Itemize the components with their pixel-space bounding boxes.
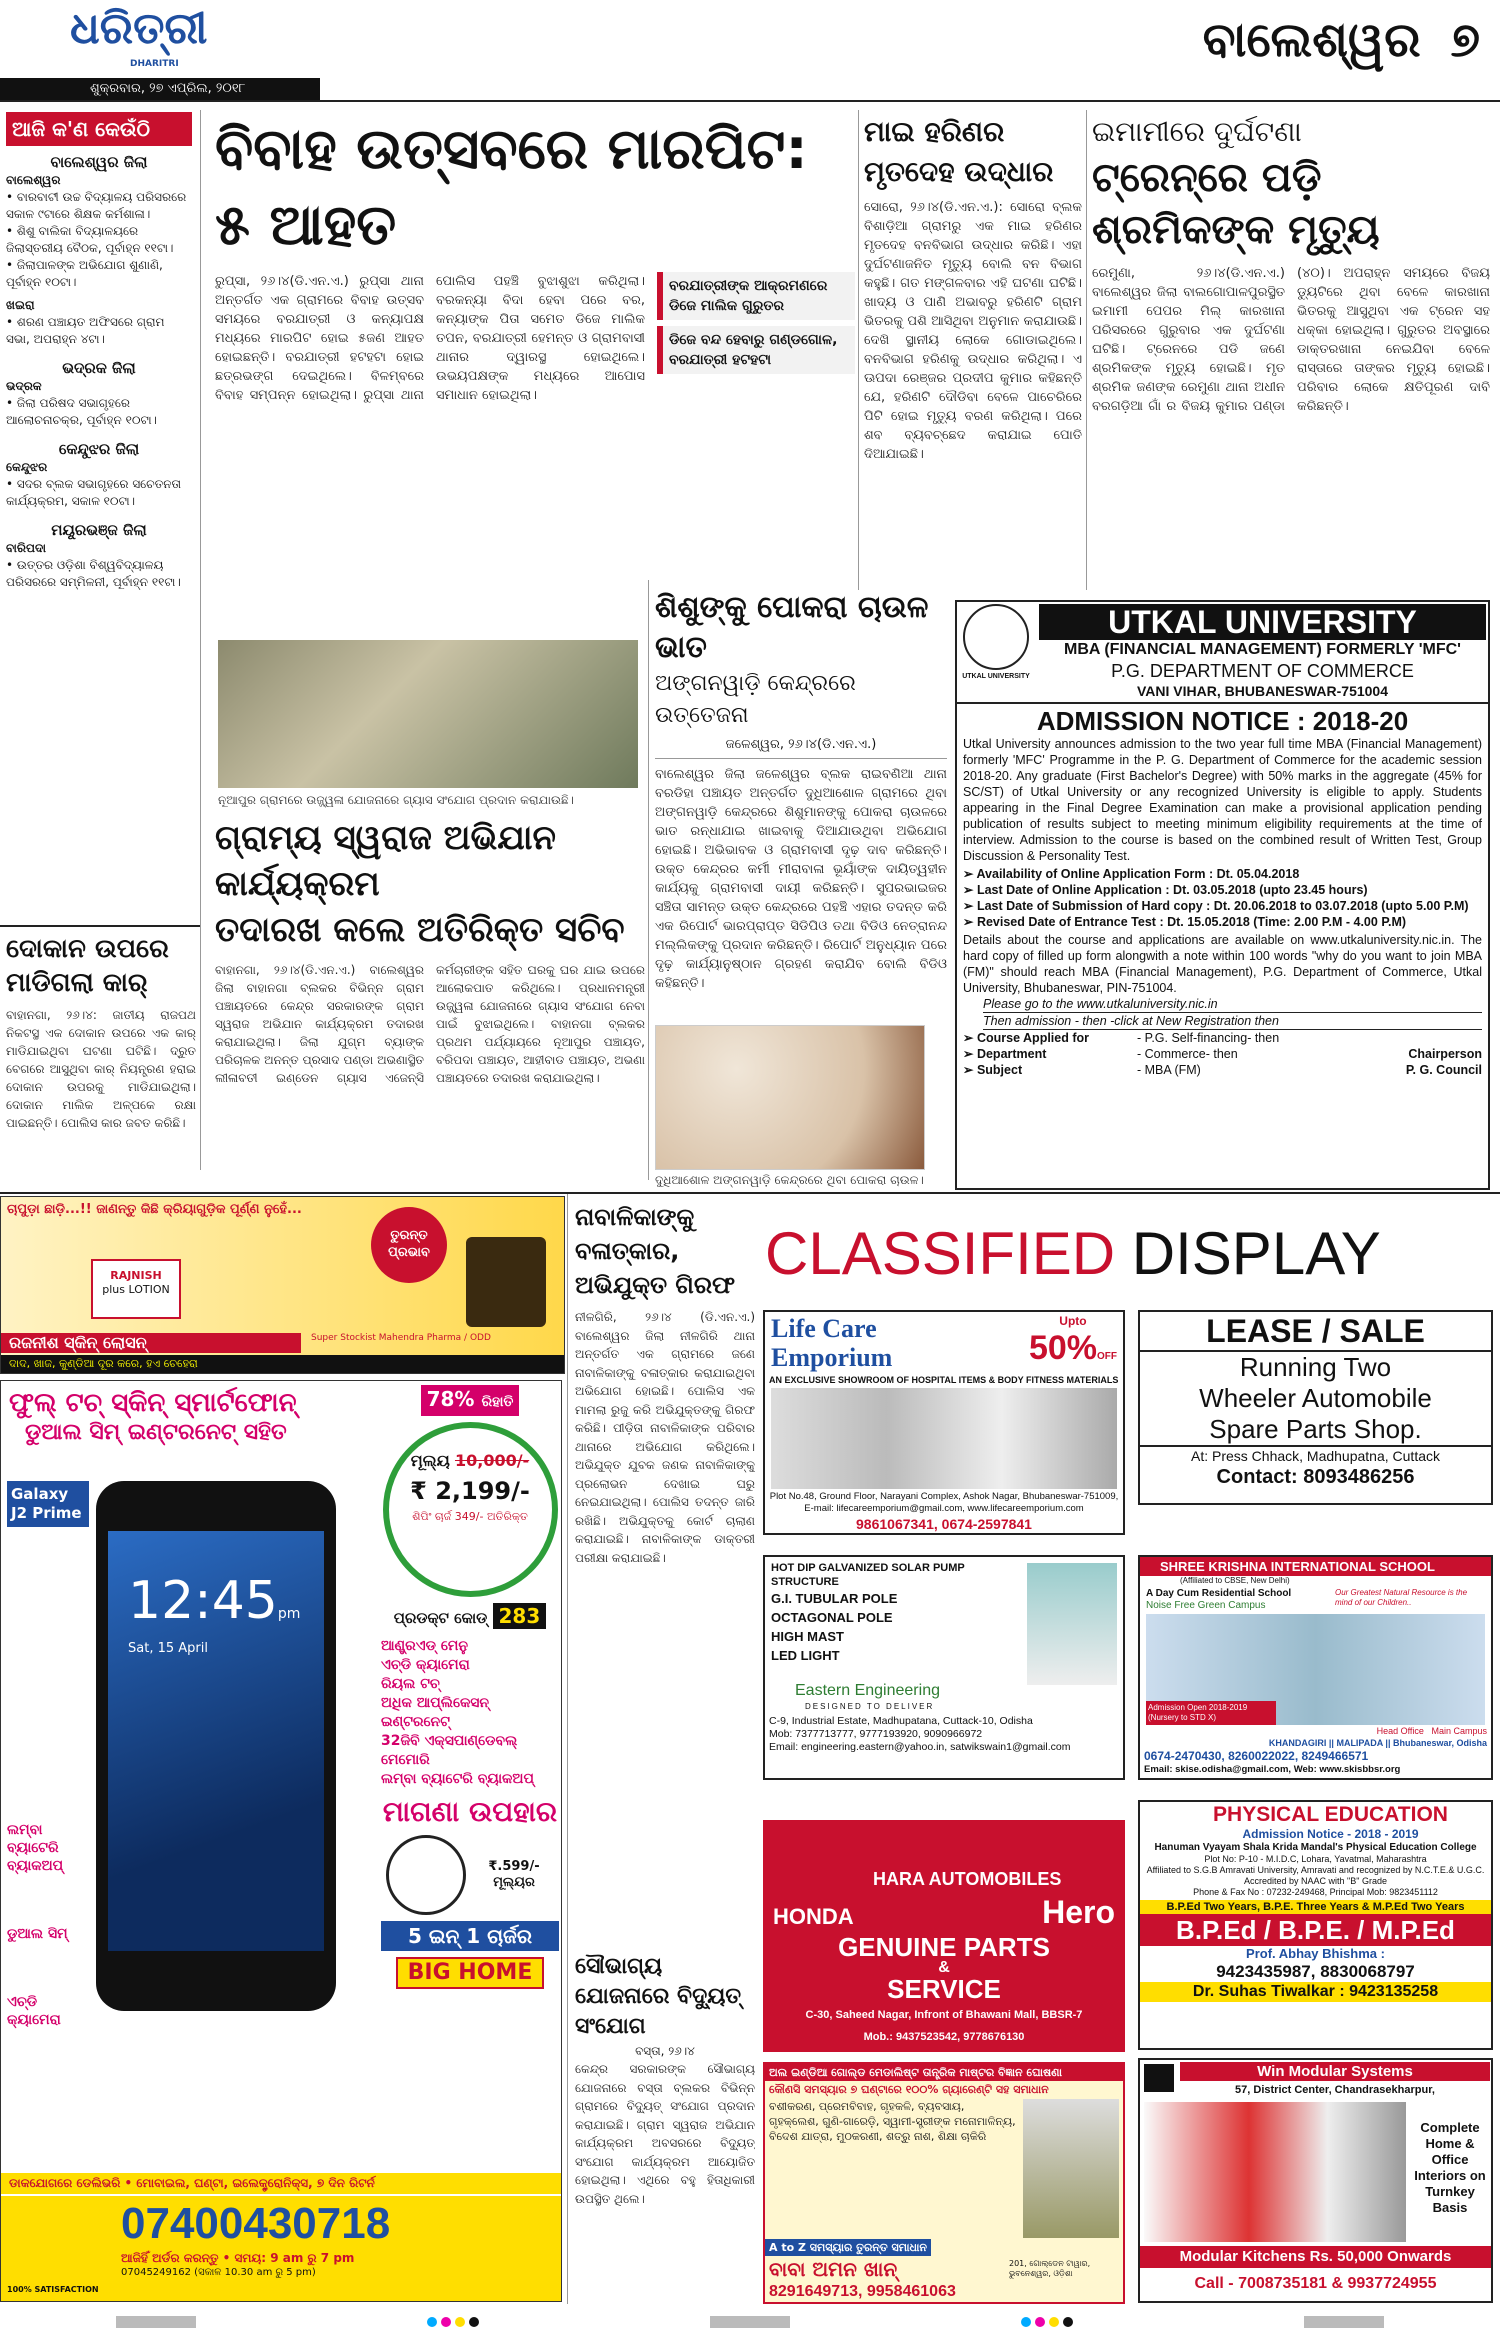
ad-department: P.G. DEPARTMENT OF COMMERCE: [1111, 661, 1414, 681]
ad-text: Running Two: [1239, 1352, 1392, 1382]
ad-text: GENUINE PARTS: [838, 1932, 1050, 1962]
affiliation: (Affiliated to CBSE, New Delhi): [1180, 1576, 1290, 1585]
print-registration-marks: [0, 2310, 1500, 2334]
physical-education-ad: [1138, 1800, 1493, 2050]
product-item: G.I. TUBULAR POLE: [771, 1591, 898, 1606]
feature-item: ଆଣ୍ଡ୍ରଏଡ୍ ମେନୁ: [381, 1638, 468, 1654]
product-code-label: ପ୍ରଡକ୍ଟ କୋଡ୍: [393, 1609, 488, 1627]
offer-text: Modular Kitchens Rs. 50,000 Onwards: [1140, 2246, 1491, 2268]
dateline: ବସ୍ତା, ୨୬।୪: [635, 2044, 695, 2058]
article-body: ବାହାନଗା, ୨୬।୪: ଜାତୀୟ ରାଜପଥ ନିକଟସ୍ଥ ଏକ ଦୋକାନ ଉପରେ ଏକ କାର୍ ମାଡିଯାଇଥିବା ଘଟଣା ଘଟିଛି। ଦ୍ରୁତ ବେଗରେ ଆସୁଥିବା କାର୍ ନିୟନ୍ତ୍ରଣ ହରାଇ ଦୋକାନ ଉପରକୁ ମାଡିଯାଇଥିଲା। ଦୋକାନ ମାଲିକ ଅଳ୍ପକେ ରକ୍ଷା ପାଇଛନ୍ତି। ପୋଲିସ କାର ଜବତ କରିଛି।: [6, 1008, 196, 1130]
company-name: Win Modular Systems: [1180, 2062, 1490, 2081]
page-number: ୭: [1450, 12, 1480, 68]
dates-list: [963, 866, 1482, 930]
swaraj-story: [215, 815, 645, 1170]
feature-list: [381, 1637, 559, 1789]
ad-footer: ଦାଦ, ଖାଜ, କୁଣ୍ଡିଆ ଦୂର କରେ, ହଏ ଚେହେରା: [1, 1355, 564, 1373]
lotion-bottle: [466, 1237, 546, 1327]
discount-percent: 50%: [1028, 1329, 1097, 1367]
story-car: [6, 932, 196, 1172]
ad-tag: A to Z ସମସ୍ୟାର ତୁରନ୍ତ ସମାଧାନ: [765, 2239, 931, 2256]
brand-name: Life Care: [771, 1314, 877, 1343]
brand-name: RAJNISH: [110, 1269, 162, 1282]
admission-notice: ADMISSION NOTICE : 2018-20: [957, 702, 1488, 736]
classified-title: CLASSIFIED: [765, 1220, 1116, 1287]
district-heading: କେନ୍ଦୁଝର ଜିଲା: [58, 440, 140, 458]
ad-title: UTKAL UNIVERSITY: [1039, 604, 1486, 640]
event-list: • ଜିଲା ପରିଷଦ ସଭାଗୃହରେ ଆଲୋଚନାଚକ୍ର, ପୂର୍ବାହ୍ନ ୧୦ଟା।: [6, 396, 157, 427]
instruction-link[interactable]: Please go to the www.utkaluniversity.nic.in: [983, 996, 1482, 1013]
stockist: Super Stockist Mahendra Pharma / ODD: [311, 1333, 491, 1343]
logo-subtitle: DHARITRI: [130, 59, 179, 69]
ad-address: C-30, Saheed Nagar, Infront of Bhawani Mall, BBSR-7: [805, 2009, 1083, 2021]
date-value: : Dt. 03.05.2018 (upto 23.45 hours): [1165, 883, 1368, 897]
story-minor: [575, 1200, 755, 2300]
upto-label: Upto: [1059, 1314, 1087, 1328]
headline: ନାବାଳିକାଙ୍କୁ ବଳାତ୍କାର, ଅଭିଯୁକ୍ତ ଗିରଫ: [575, 1203, 736, 1299]
solar-pole-image: [1027, 1563, 1117, 1685]
feature-item: ଲମ୍ବା ବ୍ୟାଟେରି ବ୍ୟାକଅପ୍: [7, 1822, 64, 1874]
contact-numbers: Dr. Suhas Tiwalkar : 9423135258: [1140, 1982, 1491, 2002]
lifecare-ad: [763, 1310, 1125, 1535]
ad-subheadline: ଡୁଆଲ ସିମ୍ ଇଣ୍ଟରନେଟ୍ ସହିତ: [25, 1420, 287, 1445]
phone-model: Galaxy J2 Prime: [7, 1481, 89, 1527]
dealer-name: HARA AUTOMOBILES: [873, 1869, 1062, 1889]
admission-badge: Admission Open 2018-2019 (Nursery to STD X): [1146, 1701, 1276, 1725]
date-label: Availability of Online Application Form: [976, 867, 1206, 881]
order-note: ଆଜିହିଁ ଅର୍ଡର କରନ୍ତୁ • ସମୟ: 9 am ରୁ 7 pm: [121, 2251, 355, 2265]
email: Email: skise.odisha@gmail.com, Web: www.skisbbsr.org: [1144, 1764, 1401, 1775]
hero-logo: Hero: [1042, 1894, 1115, 1930]
school-name: SHREE KRISHNA INTERNATIONAL SCHOOL: [1140, 1557, 1491, 1576]
ad-body: ବଶୀକରଣ, ପ୍ରେମବିବାହ, ଗୃହକଳି, ବ୍ୟବସାୟ, ଗୃହକ୍ଲେଶ, ଗୁଣି-ଗାରେଡ଼ି, ସ୍ୱାମୀ-ସ୍ତ୍ରୀଙ୍କ ମନୋମାଳିନ୍ୟ, ବିଦେଶ ଯାତ୍ରା, ମୁଠକରଣୀ, ଶତ୍ରୁ ନାଶ, ଶିକ୍ଷା ଚାକିରି: [769, 2100, 1016, 2143]
brand-tagline: DESIGNED TO DELIVER: [805, 1702, 935, 1711]
news-photo: [218, 640, 638, 788]
phone-fax: Phone & Fax No : 07232-249468, Principal Mob: 9823451112: [1193, 1887, 1438, 1897]
event-list: • ଶରଣ ପଞ୍ଚାୟତ ଅଫିସରେ ଗ୍ରାମ ସଭା, ଅପରାହ୍ନ ୪ଟା।: [6, 315, 165, 346]
swaraj-headline-1: ଗ୍ରାମ୍ୟ ସ୍ୱରାଜ ଅଭିଯାନ କାର୍ଯ୍ୟକ୍ରମ: [215, 818, 556, 904]
swaraj-body: ବାହାନଗା, ୨୬।୪(ଡି.ଏନ.ଏ.) ବାଲେଶ୍ୱର ଜିଲା ବାହାନଗା ବ୍ଲକର ବିଭିନ୍ନ ଗ୍ରାମ ପଞ୍ଚାୟତରେ କେନ୍ଦ୍ର ସରକାରଙ୍କ ଗ୍ରାମ ସ୍ୱରାଜ ଅଭିଯାନ କାର୍ଯ୍ୟକ୍ରମ ତଦାରଖ କରାଯାଇଥିଲା। ଜିଲା ଯୁଗ୍ମ ବ୍ୟାଙ୍କ ପରିଚାଳକ ଅନନ୍ତ ପ୍ରସାଦ ପଣ୍ଡା ଅଭଣାସ୍ଥିତ ଲୀଳାବତୀ ଇଣ୍ଡେନ ଗ୍ୟାସ ଏଜେନ୍ସି କର୍ମଚାରୀଙ୍କ ସହିତ ଘରକୁ ଘର ଯାଇ ଉପରେ ଆଲୋକପାତ କରିଥିଲେ। ପ୍ରଧାନମନ୍ତ୍ରୀ ଉଜ୍ଜ୍ୱଳା ଯୋଜନାରେ ଗ୍ୟାସ ସଂଯୋଗ ନେବା ପାଇଁ ବୁଝାଇଥିଲେ। ବାହାନଗା ବ୍ଲକର ପ୍ରଥମ ପର୍ଯ୍ୟାୟରେ ନୂଆପୁର ପଞ୍ଚାୟତ, ବରିପଦା ପଞ୍ଚାୟତ, ଆହୀବାଡ ପଞ୍ଚାୟତ, ଅଭଣା ପଞ୍ଚାୟତରେ ତଦାରଖ କରାଯାଇଥିଲା।: [215, 963, 645, 1085]
feature-item: ଏଚ୍‌ଡି କ୍ୟାମେରା: [381, 1657, 470, 1673]
event-list: • ସଦର ବ୍ଲକ ସଭାଗୃହରେ ସଚେତନତା କାର୍ଯ୍ୟକ୍ରମ, ସକାଳ ୧୦ଟା।: [6, 477, 182, 508]
school-ad: [1138, 1555, 1493, 1780]
course-value: - MBA (FM): [1136, 1063, 1201, 1077]
course-row: ➢ Subject - MBA (FM): [963, 1063, 1201, 1077]
utkal-university-ad: [955, 600, 1490, 1190]
masthead-logo: [70, 2, 310, 76]
product-code: 283: [493, 1603, 547, 1629]
bullet-item: ବରଯାତ୍ରୀଙ୍କ ଆକ୍ରମଣରେ ଡିଜେ ମାଲିକ ଗୁରୁତର: [657, 272, 855, 320]
ad-tagline: ଚାପୁଡ଼ା ଛାଡ଼ି...!! ଜାଣନ୍ତୁ କିଛି କ୍ରିୟାଗୁଡ଼ିକ ପୂର୍ଣ୍ଣ ନୁହେଁ...: [7, 1202, 302, 1217]
train-headline: ଟ୍ରେନ୍‌ରେ ପଡ଼ି ଶ୍ରମିକଙ୍କ ମୃତ୍ୟୁ: [1092, 155, 1380, 253]
logo-text: ଧରିତ୍ରୀ: [70, 3, 208, 54]
courses: B.P.Ed Two Years, B.P.E. Three Years & M.P.Ed Two Years: [1140, 1900, 1491, 1914]
events-sidebar: [6, 112, 192, 922]
train-kicker: ଇମାମୀରେ ଦୁର୍ଘଟଣା: [1092, 115, 1302, 148]
rice-body: ବାଲେଶ୍ୱର ଜିଲା ଜଳେଶ୍ୱର ବ୍ଲକ ରାଇବଣିଆ ଥାନା ବରଡିହା ପଞ୍ଚାୟତ ଅନ୍ତର୍ଗତ ଦୁଧିଆଶୋଳ ଗ୍ରାମରେ ଥିବା ଅଙ୍ଗନୱାଡ଼ି କେନ୍ଦ୍ରରେ ଶିଶୁମାନଙ୍କୁ ପୋକରା ଚାଉଳରେ ଭାତ ରନ୍ଧାଯାଇ ଖାଇବାକୁ ଦିଆଯାଉଥିବା ଅଭିଯୋଗ ହୋଇଛି। ଅଭିଭାବକ ଓ ଗ୍ରାମବାସୀ ଦୃଢ଼ ଦାବ କରିଛନ୍ତି। ଉକ୍ତ କେନ୍ଦ୍ରର କର୍ମୀ ମୀରାବାଳା ଭୂୟାଁଙ୍କ ଦାୟିତ୍ୱହୀନ କାର୍ଯ୍ୟକୁ ଗ୍ରାମବାସୀ ଦାୟୀ କରିଛନ୍ତି। ସୁପରଭାଇଜର ସଞ୍ଚିତା ସାମନ୍ତ ଉକ୍ତ କେନ୍ଦ୍ରରେ ପହଞ୍ଚି ଏହାର ତଦନ୍ତ କରି ଏକ ରିପୋର୍ଟ ଭାରପ୍ରାପ୍ତ ସିଡିପିଓ ତଥା ବିଡିଓ ନେତ୍ରାନନ୍ଦ ମଲ୍ଲିକଙ୍କୁ ପ୍ରଦାନ କରିଛନ୍ତି। ରିପୋର୍ଟ ଅନୁଧ୍ୟାନ ପରେ ଦୃଢ଼ କାର୍ଯ୍ୟାନୁଷ୍ଠାନ ଗ୍ରହଣ କରାଯିବ ବୋଲି ବିଡିଓ କହିଛନ୍ତି।: [655, 767, 947, 991]
price-circle: [383, 1422, 558, 1597]
date-row: ➢ Availability of Online Application Form : Dt. 05.04.2018: [963, 867, 1300, 881]
lead-story: [215, 112, 855, 634]
ad-headline: ଅଲ ଇଣ୍ଡିଆ ଗୋଲ୍ଡ ମେଡାଲିଷ୍ଟ ତାନ୍ତ୍ରିକ ମାଷ୍ଟର ବିଜ୍ଞାନ ଘୋଷଣା: [765, 2064, 1123, 2081]
order-phone-number[interactable]: 07400430718: [121, 2199, 391, 2248]
course-value: - P.G. Self-financing- then: [1136, 1031, 1280, 1045]
ad-address: 57, District Center, Chandrasekharpur,: [1235, 2084, 1435, 2096]
mrp-value: 10,000/-: [454, 1451, 530, 1470]
course-label: Course Applied for: [976, 1031, 1089, 1045]
wm-logo: [1144, 2064, 1174, 2092]
sidebar-title: ଆଜି କ'ଣ କେଉଁଠି: [6, 112, 192, 146]
date-row: ➢ Last Date of Submission of Hard copy : Dt. 20.06.2018 to 03.07.2018 (upto 5.00 P.M): [963, 899, 1469, 913]
rice-story: [655, 588, 947, 1020]
contact-number: Contact: 8093486256: [1216, 1466, 1415, 1488]
headline: ଦୋକାନ ଉପରେ ମାଡିଗଲା କାର୍: [6, 934, 169, 998]
ad-address: 201, ଗୋଲ୍ଡେନ ଟାୱାର, ଭୁବନେଶ୍ୱର, ଓଡ଼ିଶା: [1009, 2259, 1091, 2278]
ad-subtitle: MBA (FINANCIAL MANAGEMENT) FORMERLY 'MFC': [1064, 641, 1461, 658]
rice-headline-2: ଅଙ୍ଗନୱାଡ଼ି କେନ୍ଦ୍ରରେ ଉତ୍ତେଜନା: [655, 671, 856, 728]
clock-time: 12:45: [128, 1571, 278, 1631]
signatory: Chairperson: [1408, 1047, 1482, 1061]
ad-address: C-9, Industrial Estate, Madhupatana, Cuttack-10, Odisha: [769, 1715, 1033, 1727]
ad-address: VANI VIHAR, BHUBANESWAR-751004: [1136, 683, 1388, 699]
display-title: DISPLAY: [1131, 1220, 1381, 1287]
gift-price: ₹.599/- ମୂଲ୍ୟର: [488, 1859, 540, 1890]
mrp-label: ମୂଲ୍ୟ: [410, 1451, 450, 1470]
lead-bullets: [657, 272, 855, 634]
rajnish-lotion-ad: [0, 1196, 565, 1374]
date-value: : Dt. 05.04.2018: [1208, 867, 1300, 881]
photo-caption: ନୂଆପୁର ଗ୍ରାମରେ ଉଜ୍ଜ୍ୱଳା ଯୋଜନାରେ ଗ୍ୟାସ ସଂଯୋଗ ପ୍ରଦାନ କରାଯାଉଛି।: [218, 793, 574, 807]
equipment-images: [771, 1388, 1117, 1489]
free-gift-label: ମାଗଣା ଉପହାର: [382, 1795, 558, 1828]
clock-ampm: pm: [277, 1606, 301, 1622]
district-heading: ମୟୂରଭଞ୍ଜ ଜିଲା: [51, 521, 147, 539]
phone-number: Mob: 7377713777, 9777193920, 9090966972: [769, 1728, 983, 1740]
rice-headline-1: ଶିଶୁଙ୍କୁ ପୋକରା ଚାଉଳ ଭାତ: [655, 590, 929, 665]
date-label: Revised Date of Entrance Test: [976, 915, 1156, 929]
course-value: - Commerce- then: [1136, 1047, 1238, 1061]
ad-address: Plot No.48, Ground Floor, Narayani Complex, Ashok Nagar, Bhubaneswar-751009, E-mail: lifecareemporium@gmail.com, www.lifecareemporium.com: [769, 1491, 1119, 1514]
campus-label: Main Campus: [1431, 1726, 1487, 1736]
honda-logo: HONDA: [773, 1904, 854, 1929]
astrologer-photo: [1023, 2099, 1119, 2238]
locations: KHANDAGIRI || MALIPADA || Bhubaneswar, Odisha: [1268, 1738, 1487, 1748]
product-item: HOT DIP GALVANIZED SOLAR PUMP STRUCTURE: [771, 1562, 965, 1588]
brand-name: Eastern Engineering: [795, 1682, 940, 1699]
section-header: [1203, 12, 1480, 69]
ad-address: Plot No: P-10 - M.I.D.C, Lohara, Yavatmal, Maharashtra: [1204, 1854, 1427, 1864]
train-story: [1092, 112, 1490, 590]
ad-title: LEASE / SALE: [1140, 1312, 1491, 1352]
contact-name: Prof. Abhay Bhishma :: [1246, 1946, 1385, 1961]
kitchen-image: [1144, 2102, 1406, 2242]
deer-story: [864, 112, 1082, 587]
district-heading: ବାଲେଶ୍ୱର ଜିଲା: [50, 153, 148, 171]
date-value: : Dt. 20.06.2018 to 03.07.2018 (upto 5.00 P.M): [1206, 899, 1469, 913]
ad-headline: ଫୁଲ୍ ଟଚ୍ ସ୍କିନ୍ ସ୍ମାର୍ଟଫୋନ୍: [9, 1388, 297, 1418]
district-heading: ଭଦ୍ରକ ଜିଲା: [62, 359, 136, 377]
eastern-engineering-ad: [763, 1555, 1125, 1780]
ad-address: At: Press Chhack, Madhupatna, Cuttack: [1190, 1448, 1440, 1464]
affiliation: Affiliated to S.G.B Amravati University, Amravati and recognized by N.C.T.E.& U.G.C. Accredited by NAAC with "B" Grade: [1146, 1865, 1485, 1886]
feature-item: ରିୟଲ ଟଚ୍: [381, 1676, 440, 1692]
ad-text: &: [938, 1959, 950, 1976]
off-label: OFF: [1097, 1351, 1117, 1362]
product-pack: [91, 1259, 181, 1319]
phone-number: 0674-2470430, 8260022022, 8249466571: [1144, 1749, 1369, 1763]
course-row: ➢ Course Applied for - P.G. Self-financing- then: [963, 1031, 1280, 1045]
event-list: • ବାରବାଟୀ ଉଚ୍ଚ ବିଦ୍ୟାଳୟ ପରିସରରେ ସକାଳ ୯ଟାରେ ଶିକ୍ଷକ କର୍ମଶାଳା। • ଶିଶୁ ବାଲିକା ବିଦ୍ୟାଳୟରେ ଜିଲାସ୍ତରୀୟ ବୈଠକ, ପୂର୍ବାହ୍ନ ୧୧ଟା। • ଜିଲାପାଳଙ୍କ ଅଭିଯୋଗ ଶୁଣାଣି, ପୂର୍ବାହ୍ନ ୧୦ଟା।: [6, 190, 187, 289]
school-quote: Our Greatest Natural Resource is the mind of our Children..: [1335, 1588, 1468, 1607]
phone-number: Mob.: 9437523542, 9778676130: [863, 2031, 1025, 2043]
feature-item: ଏଚ୍‌ଡି କ୍ୟାମେରା: [7, 1994, 61, 2028]
date-bar: ଶୁକ୍ରବାର, ୨୭ ଏପ୍ରିଲ, ୨୦୧୮: [0, 78, 320, 100]
train-body: ରେମୁଣା, ୨୬।୪(ଡି.ଏନ.ଏ.) ବାଲେଶ୍ୱର ଜିଲା ବାଲଗୋପାଳପୁରସ୍ଥିତ ଇମାମୀ ପେପର ମିଲ୍ କାରଖାନା ପରିସରରେ ଗୁରୁବାର ଏକ ଦୁର୍ଘଟଣା ଘଟିଛି। ଟ୍ରେନରେ ପଡି ଜଣେ ଶ୍ରମିକଙ୍କ ମୃତ୍ୟୁ ହୋଇଛି। ମୃତ ଶ୍ରମିକ ଜଣଙ୍କ ରେମୁଣା ଥାନା ଅଧୀନ ବରଗଡ଼ିଆ ଗାଁ ର ବିଜୟ କୁମାର ପଣ୍ଡା (୪୦)। ଅପରାହ୍ନ ସମୟରେ ବିଜୟ ଡ୍ୟୁଟିରେ ଥିବା ବେଳେ କାରଖାନା ଭିତରକୁ ଆସୁଥିବା ଏକ ଟ୍ରେନ ସହ ଧକ୍କା ହୋଇଥିଲା। ଗୁରୁତର ଅବସ୍ଥାରେ ଡାକ୍ତରଖାନା ନେଇଯିବା ବେଳେ ରାସ୍ତାରେ ତାଙ୍କର ମୃତ୍ୟୁ ହୋଇଛି। ପରିବାର ଲୋକେ କ୍ଷତିପୂରଣ ଦାବି କରିଛନ୍ତି।: [1092, 266, 1490, 414]
date-row: ➢ Last Date of Online Application : Dt. 03.05.2018 (upto 23.45 hours): [963, 883, 1368, 897]
swaraj-headline-2: ତଦାରଖ କଲେ ଅତିରିକ୍ତ ସଚିବ: [215, 910, 625, 950]
astrologer-name: ବାବା ଅମନ ଖାନ୍: [769, 2257, 898, 2281]
feature-item: ଲମ୍ବା ବ୍ୟାଟେରି ବ୍ୟାକଅପ୍: [381, 1771, 534, 1787]
headline: ସୌଭାଗ୍ୟ ଯୋଜନାରେ ବିଦ୍ୟୁତ୍ ସଂଯୋଗ: [575, 1954, 742, 2039]
rice-caption: ଦୁଧିଆଶୋଳ ଅଙ୍ଗନୱାଡ଼ି କେନ୍ଦ୍ରରେ ଥିବା ପୋକରା ଚାଉଳ।: [655, 1172, 955, 1188]
notice-text: Utkal University announces admission to the two year full time MBA (Financial Management) formerly 'MFC' Programme in the P. G. Department of Commerce for the academic session 2018-20. Any graduate (First Bachelor's Degree) with 50% marks in the aggregate (45% for SC/ST) of Utkal University or any recognized University is eligible to apply. Students appearing in the Final Degree Examination can make a provisional application pending publication of results subject to meeting minimum eligibility requirements at the time of interview. Admission to the course is based on the combined result of Written Test, Group Discussion & Personality Test.: [963, 737, 1482, 863]
shipping-note: ଶିପିଂ ଚାର୍ଜ 349/- ଅତିରିକ୍ତ: [412, 1510, 528, 1523]
place-heading: ଖଇରା: [6, 298, 35, 312]
place-heading: ଭଦ୍ରକ: [6, 379, 42, 393]
article-body: କେନ୍ଦ୍ର ସରକାରଙ୍କ ସୌଭାଗ୍ୟ ଯୋଜନାରେ ବସ୍ତା ବ୍ଲକର ବିଭିନ୍ନ ଗ୍ରାମରେ ବିଦ୍ୟୁତ୍ ସଂଯୋଗ ପ୍ରଦାନ କରାଯାଇଛି। ଗ୍ରାମ ସ୍ୱରାଜ ଅଭିଯାନ କାର୍ଯ୍ୟକ୍ରମ ଅବସରରେ ବିଦ୍ୟୁତ୍ ସଂଯୋଗ କାର୍ଯ୍ୟକ୍ରମ ଆୟୋଜିତ ହୋଇଥିଲା। ଏଥିରେ ବହୁ ହିତାଧିକାରୀ ଉପସ୍ଥିତ ଥିଲେ।: [575, 2062, 755, 2206]
email: Email: engineering.eastern@yahoo.in, satwikswain1@gmail.com: [769, 1741, 1071, 1753]
left-feature-list: [7, 1821, 91, 2029]
event-list: • ଉତ୍ତର ଓଡ଼ିଶା ବିଶ୍ୱବିଦ୍ୟାଳୟ ପରିସରରେ ସମ୍ମିଳନୀ, ପୂର୍ବାହ୍ନ ୧୧ଟା।: [6, 558, 181, 589]
students-image: [1146, 1614, 1485, 1725]
clock-date: Sat, 15 April: [128, 1641, 208, 1656]
school-tag: Noise Free Green Campus: [1146, 1600, 1266, 1611]
ad-text: SERVICE: [887, 1974, 1001, 2004]
seal-icon: [959, 604, 1033, 696]
feature-item: ଇଣ୍ଟରନେଟ୍: [381, 1714, 450, 1730]
college-name: Hanuman Vyayam Shala Krida Mandal's Physical Education College: [1154, 1842, 1477, 1853]
honda-parts-ad: [763, 1820, 1125, 2052]
ad-text: Spare Parts Shop.: [1140, 1414, 1491, 1447]
date-label: Last Date of Submission of Hard copy: [976, 899, 1203, 913]
place-heading: ବାଲେଶ୍ୱର: [6, 173, 61, 187]
head-office-label: Head Office: [1376, 1726, 1424, 1736]
ad-tagline: AN EXCLUSIVE SHOWROOM OF HOSPITAL ITEMS & BODY FITNESS MATERIALS: [769, 1375, 1119, 1385]
admission-notice: Admission Notice - 2018 - 2019: [1242, 1827, 1419, 1841]
feature-item: ଡୁଆଲ ସିମ୍: [7, 1926, 68, 1942]
discount-percent: 78%: [426, 1387, 475, 1411]
offer-price: ₹ 2,199/-: [410, 1477, 530, 1505]
section-title: ବାଲେଶ୍ୱର: [1202, 12, 1421, 68]
school-tag: A Day Cum Residential School: [1146, 1588, 1292, 1599]
date-value: : Dt. 15.05.2018 (Time: 2.00 P.M - 4.00 P.M): [1159, 915, 1407, 929]
astrologer-ad: [763, 2062, 1125, 2304]
date-row: ➢ Revised Date of Entrance Test : Dt. 15.05.2018 (Time: 2.00 P.M - 4.00 P.M): [963, 915, 1407, 929]
charger-image: [386, 1835, 466, 1915]
discount-label: ରିହାତି: [481, 1394, 514, 1410]
effect-badge: ତୁରନ୍ତ ପ୍ରଭାବ: [371, 1207, 447, 1283]
contact-numbers: 9423435987, 8830068797: [1216, 1962, 1415, 1981]
deer-headline: ମାଇ ହରିଣର ମୃତଦେହ ଉଦ୍ଧାର: [864, 115, 1054, 188]
signatory-office: P. G. Council: [1405, 1063, 1482, 1077]
delivery-strip: ଡାକଯୋଗରେ ଡେଲିଭରି • ମୋବାଇଲ, ଘଣ୍ଟା, ଇଲେକ୍ଟ୍ରୋନିକ୍ସ, ୭ ଦିନ ରିଟର୍ନ: [1, 2173, 561, 2194]
brand-name: Emporium: [771, 1343, 893, 1372]
ad-text: Wheeler Automobile: [1199, 1383, 1432, 1413]
ad-tagline: Complete Home & Office Interiors on Turnkey Basis: [1414, 2120, 1486, 2215]
course-banner: B.P.Ed / B.P.E. / M.P.Ed: [1140, 1914, 1491, 1946]
product-item: HIGH MAST: [771, 1629, 844, 1644]
notice-text: Details about the course and applications are available on www.utkaluniversity.nic.in. The hard copy of filled up form alongwith a note within 100 words "why do you want to join MBA (FM)" should reach MBA (Financial Management), P.G. Department of Commerce, Utkal University, Bhubaneswar, PIN-751004.: [963, 933, 1482, 995]
rice-dateline: ଜଳେଶ୍ୱର, ୨୬।୪(ଡି.ଏନ.ଏ.): [655, 736, 947, 759]
place-heading: ବାରିପଦା: [6, 541, 46, 555]
brand-sub: plus LOTION: [102, 1283, 170, 1296]
seal-label: UTKAL UNIVERSITY: [962, 673, 1030, 680]
phone-number: 9861067341, 0674-2597841: [856, 1516, 1032, 1532]
instruction-text: Then admission - then -click at New Registration then: [983, 1013, 1482, 1030]
bullet-item: ଡିଜେ ବନ୍ଦ ହେବାରୁ ଗଣ୍ଡଗୋଳ, ବରଯାତ୍ରୀ ହଟହଟା: [657, 326, 855, 374]
big-home-logo: BIG HOME: [396, 1957, 545, 1989]
classified-banner: [765, 1214, 1495, 1294]
alt-phone: 07045249162 (ସକାଳ 10.30 am ରୁ 5 pm): [121, 2267, 316, 2278]
win-modular-ad: [1138, 2058, 1493, 2303]
product-name: ରଜନୀଶ ସ୍କିନ୍ ଲୋସନ୍: [1, 1333, 301, 1353]
lead-headline: ବିବାହ ଉତ୍ସବରେ ମାରପିଟ: ୫ ଆହତ: [215, 117, 808, 258]
deer-body: ସୋରୋ, ୨୬।୪(ଡି.ଏନ.ଏ.): ସୋରୋ ବ୍ଲକ ବିଶାଡ଼ିଆ ଗ୍ରାମରୁ ଏକ ମାଇ ହରିଣର ମୃତଦେହ ବନବିଭାଗ ଉଦ୍ଧାର କରିଛି। ଏହା ଦୁର୍ଘଟଣାଜନିତ ମୃତ୍ୟୁ ବୋଲି ବନ ବିଭାଗ କହୁଛି। ଗତ ମଙ୍ଗଳବାର ଏହି ଘଟଣା ଘଟିଛି। ଖାଦ୍ୟ ଓ ପାଣି ଅଭାବରୁ ହରିଣଟି ଗ୍ରାମ ଭିତରକୁ ପଶି ଆସିଥିବା ଅନୁମାନ କରାଯାଉଛି। ଦେଖି ସ୍ଥାନୀୟ ଲୋକେ ଗୋଡାଇଥିଲେ। ବନବିଭାଗ ହରିଣକୁ ଉଦ୍ଧାର କରିଥିଲା। ଏ ଊପଦା ରେଞ୍ଜର ପ୍ରଦୀପ କୁମାର କହିଛନ୍ତି ଯେ, ହରିଣଟି ଦୌଡିବା ବେଳେ ପାଚେରିରେ ପିଟି ହୋଇ ମୃତ୍ୟୁ ବରଣ କରିଥିଲା। ପରେ ଶବ ବ୍ୟବଚ୍ଛେଦ କରାଯାଇ ପୋତି ଦିଆଯାଇଛି।: [864, 200, 1082, 462]
phone-number: 8291649713, 9958461063: [769, 2283, 956, 2300]
lease-sale-ad: [1138, 1310, 1493, 1505]
course-label: Subject: [976, 1063, 1023, 1077]
feature-item: 32ଜିବି ଏକ୍ସପାଣ୍ଡେବଲ୍ ମେମୋରି: [381, 1733, 518, 1768]
phone-number: Call - 7008735181 & 9937724955: [1194, 2275, 1437, 2292]
product-item: OCTAGONAL POLE: [771, 1610, 893, 1625]
smartphone-ad: [0, 1380, 562, 2302]
feature-item: ଅଧିକ ଆପ୍ଲିକେସନ୍: [381, 1695, 490, 1711]
date-label: Last Date of Online Application: [976, 883, 1162, 897]
product-item: LED LIGHT: [771, 1648, 840, 1663]
course-row: ➢ Department - Commerce- then: [963, 1047, 1238, 1061]
phone-image: [96, 1481, 336, 2011]
rice-photo: [655, 1025, 925, 1170]
course-label: Department: [976, 1047, 1047, 1061]
lead-body: ରୁପ୍‌ସା, ୨୬।୪(ଡି.ଏନ.ଏ.) ରୁପ୍‌ସା ଥାନା ଅନ୍ତର୍ଗତ ଏକ ଗ୍ରାମରେ ବିବାହ ଉତ୍ସବ ସମୟରେ ବରଯାତ୍ରୀ ଓ କନ୍ୟାପକ୍ଷ ମଧ୍ୟରେ ମାରପିଟ ହୋଇ ୫ଜଣ ଆହତ ହୋଇଛନ୍ତି। ବରଯାତ୍ରୀ ହଟହଟା ହୋଇ ଛତ୍ରଭଙ୍ଗ ଦେଇଥିଲେ। ବିଳମ୍ବରେ ବିବାହ ସମ୍ପନ୍ନ ହୋଇଥିଲା। ରୁପ୍‌ସା ଥାନା ପୋଲିସ ପହଞ୍ଚି ବୁଝାଶୁଝା କରିଥିଲା। ବରକନ୍ୟା ବିଦା ହେବା ପରେ ବର, କନ୍ୟାଙ୍କ ପିତା ସମେତ ଡିଜେ ମାଲିକ ତପନ, ବରଯାତ୍ରୀ ହେମନ୍ତ ଓ ଗ୍ରାମବାସୀ ଥାନାର ଦ୍ୱାରସ୍ଥ ହୋଇଥିଲେ। ଉଭୟପକ୍ଷଙ୍କ ମଧ୍ୟରେ ଆପୋସ ସମାଧାନ ହୋଇଥିଲା।: [215, 274, 645, 403]
ad-subheadline: କୌଣସି ସମସ୍ୟାର ୭ ଘଣ୍ଟାରେ ୧୦୦% ଗ୍ୟାରେଣ୍ଟି ସହ ସମାଧାନ: [769, 2083, 1049, 2096]
charger-label: 5 ଇନ୍ 1 ଚାର୍ଜର: [381, 1921, 559, 1951]
place-heading: କେନ୍ଦୁଝର: [6, 460, 48, 474]
satisfaction-badge: 100% SATISFACTION: [7, 2285, 99, 2294]
ad-title: PHYSICAL EDUCATION: [1213, 1803, 1448, 1826]
article-body: ନୀଳଗିରି, ୨୬।୪ (ଡି.ଏନ.ଏ.) ବାଲେଶ୍ୱର ଜିଲା ନୀଳଗିରି ଥାନା ଅନ୍ତର୍ଗତ ଏକ ଗ୍ରାମରେ ଜଣେ ନାବାଳିକାଙ୍କୁ ବଳାତ୍କାର କରାଯାଇଥିବା ଅଭିଯୋଗ ହୋଇଛି। ପୋଲିସ ଏକ ମାମଲା ରୁଜୁ କରି ଅଭିଯୁକ୍ତଙ୍କୁ ଗିରଫ କରିଛି। ପୀଡ଼ିତା ନାବାଳିକାଙ୍କ ପରିବାର ଥାନାରେ ଅଭିଯୋଗ କରିଥିଲେ। ଅଭିଯୁକ୍ତ ଯୁବକ ଜଣକ ନାବାଳିକାଙ୍କୁ ପ୍ରଲୋଭନ ଦେଖାଇ ଘରୁ ନେଇଯାଇଥିଲା। ପୋଲିସ ତଦନ୍ତ ଜାରି ରଖିଛି। ଅଭିଯୁକ୍ତକୁ କୋର୍ଟ ଚାଲାଣ କରାଯାଇଛି। ନାବାଳିକାଙ୍କ ଡାକ୍ତରୀ ପରୀକ୍ଷା କରାଯାଇଛି।: [575, 1310, 755, 1565]
